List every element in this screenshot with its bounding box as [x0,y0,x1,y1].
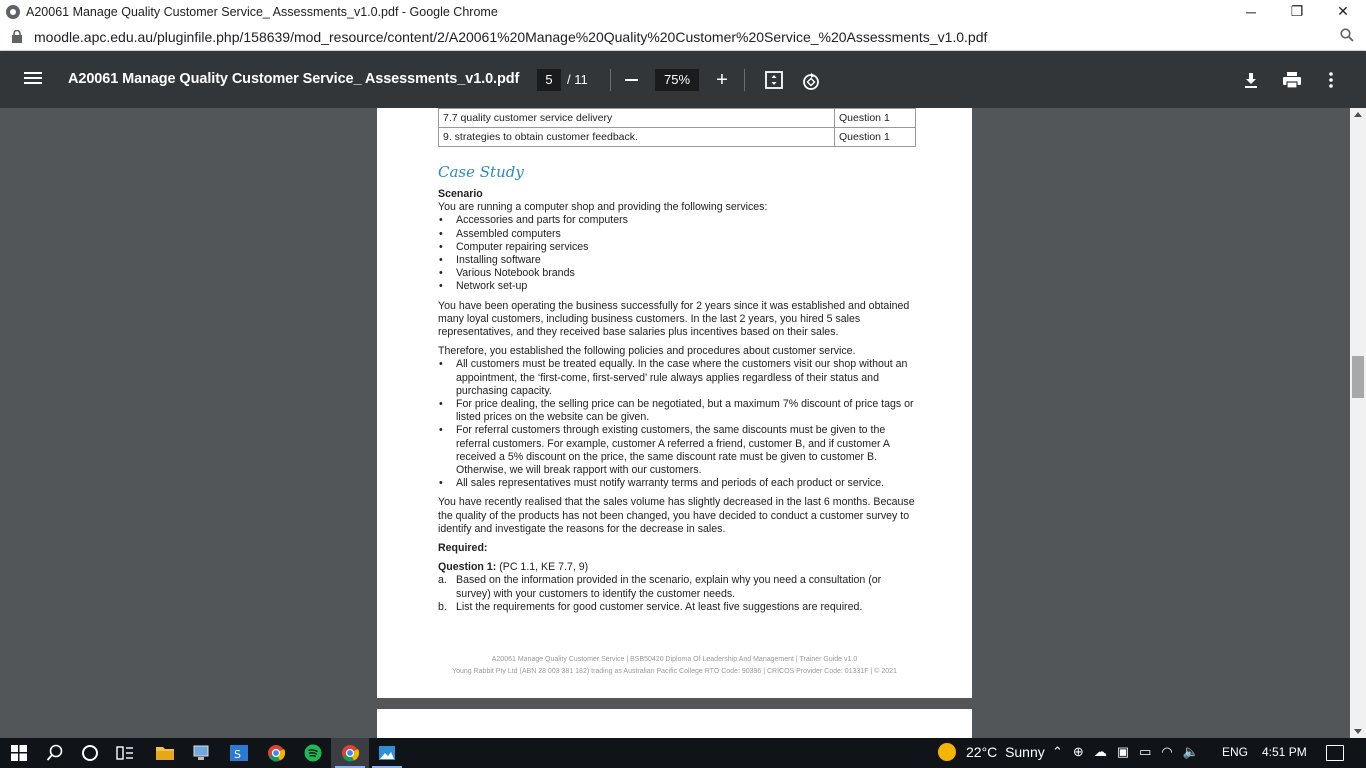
battery-icon[interactable]: ▭ [1139,744,1152,759]
pdf-page-next [377,709,972,738]
question-heading [438,561,918,574]
scroll-down-icon[interactable] [1354,729,1362,734]
policies-list [438,358,918,490]
visual-studio-icon[interactable] [220,738,258,768]
footer-line: A20061 Manage Quality Customer Service | BSB50420 Diploma Of Leadership And Management | Trainer Guide v1.0 [491,656,858,663]
required-heading: Required: [438,542,488,555]
paragraph: You have recently realised that the sales volume has slightly decreased in the last 6 months. Because the quality of the products has not been changed, you have decided to conduct a customer survey to identify and investigate the reasons for the decrease in sales. [438,496,915,535]
lock-icon[interactable] [12,30,24,44]
search-icon[interactable] [1340,28,1354,47]
address-bar[interactable] [0,23,1366,51]
vertical-scrollbar[interactable] [1350,108,1366,738]
question-items [438,574,918,614]
notification-icon[interactable] [1326,745,1344,761]
list-item [438,601,918,614]
weather-widget[interactable] [938,743,1045,761]
window-titlebar [0,0,1366,23]
menu-icon[interactable] [24,70,42,88]
chrome-icon [6,5,20,19]
list-item: • Computer repairing services [438,241,918,254]
item-label: b. [438,600,447,613]
volume-icon[interactable]: 🔈 [1182,744,1199,759]
system-tray [1052,744,1199,760]
cloud-sync-icon[interactable]: ☁ [1093,744,1107,759]
question-ref: (PC 1.1, KE 7.7, 9) [499,561,589,574]
cortana-icon[interactable] [71,738,109,768]
list-item: • Installing software [438,254,918,267]
table-row [439,128,916,147]
weather-temp: 22°C [966,744,998,760]
services-list [438,214,918,293]
download-icon[interactable] [1242,71,1260,89]
pdf-page [377,108,972,698]
close-button[interactable]: ✕ [1337,3,1349,19]
language-indicator[interactable]: ENG [1222,745,1249,759]
windows-start-icon[interactable] [0,738,38,768]
scenario-heading: Scenario [438,188,483,200]
case-study-content [438,188,918,614]
chrome-icon[interactable] [257,738,295,768]
list-item: • All customers must be treated equally. In the case where the customers visit our shop without an appointment, the ‘first-come, first-served’ rule always applies regardless of their status and purchasing capacity. [438,358,918,398]
weather-desc: Sunny [1005,744,1045,760]
item-label: a. [438,574,447,587]
item-text: List the requirements for good customer service. At least five suggestions are required. [456,600,863,613]
svg-text:S: S [234,748,241,761]
list-item [438,574,918,600]
clock[interactable]: 4:51 PM [1262,745,1307,759]
url-text[interactable]: moodle.apc.edu.au/pluginfile.php/158639/mod_resource/content/2/A20061%20Manage%20Quality%20Customer%20Service_%20Assessments_v1.0.pdf [34,28,988,45]
list-item: • Assembled computers [438,228,918,241]
page-total: / 11 [567,72,588,87]
pdf-toolbar [0,51,1366,108]
scrollbar-thumb[interactable] [1352,356,1364,398]
rotate-icon[interactable] [801,71,821,91]
policies-intro: Therefore, you established the following policies and procedures about customer service. [438,345,856,358]
display-icon[interactable]: ▣ [1116,744,1130,759]
item-text: Based on the information provided in the scenario, explain why you need a consultation (or survey) with your customers to identify the customer needs. [456,574,882,600]
photos-app-icon[interactable] [368,738,406,768]
zoom-in-button[interactable]: + [716,69,728,91]
table-row [439,109,916,128]
list-item: • For price dealing, the selling price can be negotiated, but a maximum 7% discount of price tags or listed prices on the website can be given. [438,398,918,424]
file-explorer-icon[interactable] [146,738,184,768]
page-number-input[interactable]: 5 [537,69,561,91]
list-item: • Accessories and parts for computers [438,214,918,227]
more-options-icon[interactable] [1328,71,1334,89]
scenario-intro: You are running a computer shop and providing the following services: [438,201,768,214]
search-icon[interactable] [36,738,74,768]
toolbar-divider [610,69,611,91]
minimize-button[interactable]: ─ [1246,3,1256,20]
paragraph: You have been operating the business successfully for 2 years since it was established and obtained many loyal customers, including business customers. In the last 2 years, you hired 5 sales representatives, and they received base salaries plus incentives based on their sales. [438,299,910,339]
mapping-table [438,108,916,147]
zoom-out-button[interactable] [625,79,638,81]
window-title: A20061 Manage Quality Customer Service_ Assessments_v1.0.pdf - Google Chrome [26,4,498,19]
fit-page-icon[interactable] [765,71,783,89]
taskbar [0,738,1366,768]
table-cell-question: Question 1 [835,128,916,147]
table-cell-criteria: 7.7 quality customer service delivery [439,109,835,128]
list-item: • Network set-up [438,280,918,293]
page-footer [377,654,972,678]
list-item: • All sales representatives must notify warranty terms and periods of each product or service. [438,477,918,490]
task-view-icon[interactable] [106,738,144,768]
list-item: • For referral customers through existing customers, the same discounts must be given to the referral customers. For example, customer A referred a friend, customer B, and if customer A received a 5% discount on the price, the same discount rate must be given to customer B. Otherwise, we will break rapport with our customers. [438,424,918,477]
chrome-active-icon[interactable] [331,738,369,768]
network-app-icon[interactable] [183,738,221,768]
toolbar-divider [744,69,745,91]
restore-button[interactable]: ❐ [1290,3,1304,19]
chevron-up-icon[interactable]: ⌃ [1052,744,1063,759]
table-cell-criteria: 9. strategies to obtain customer feedback. [439,128,835,147]
spotify-icon[interactable] [294,738,332,768]
scroll-up-icon[interactable] [1354,112,1362,117]
print-icon[interactable] [1282,71,1302,89]
zoom-level-input[interactable]: 75% [655,69,699,91]
table-cell-question: Question 1 [835,109,916,128]
wifi-icon[interactable]: ◠ [1161,744,1173,759]
pdf-viewer[interactable] [0,108,1350,738]
window-controls [1228,0,1366,23]
footer-line: Young Rabbit Pty Ltd (ABN 28 003 381 182) trading as Australian Pacific College RTO Code: 90396 | CRICOS Provider Code: 01331F | © 2021 [452,668,897,675]
list-item: • Various Notebook brands [438,267,918,280]
app-tray-icon[interactable]: ⊕ [1072,744,1084,759]
question-label: Question 1: [438,561,497,574]
sun-icon [938,743,956,761]
case-study-heading: Case Study [438,163,524,181]
document-title: A20061 Manage Quality Customer Service_ Assessments_v1.0.pdf [68,71,520,87]
